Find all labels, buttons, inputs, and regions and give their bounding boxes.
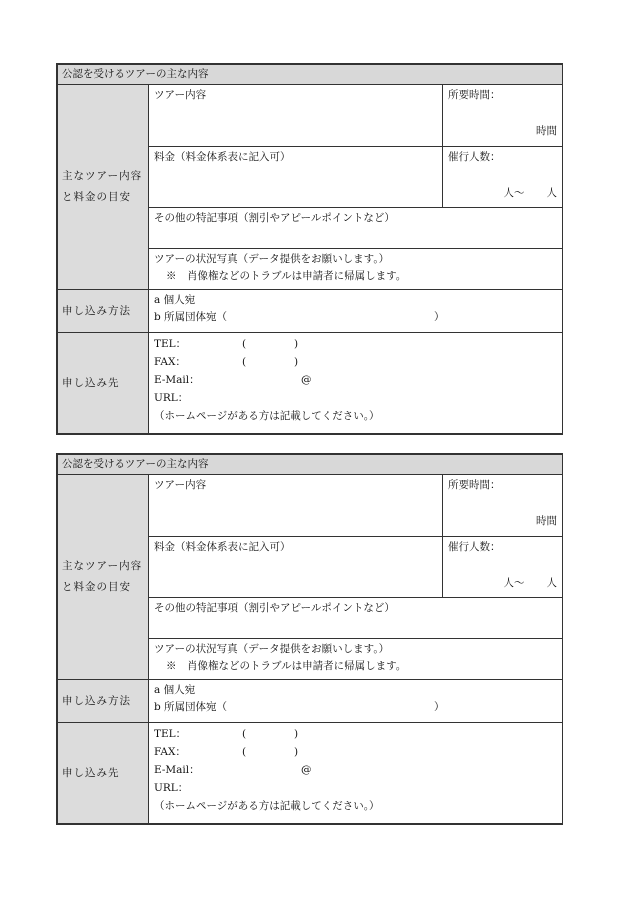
apply-to-label: 申し込み先 (58, 723, 149, 824)
apply-method-label: 申し込み方法 (58, 290, 149, 333)
photo-note: ※ 肖像権などのトラブルは申請者に帰属します。 (166, 270, 407, 282)
photo-field[interactable] (149, 639, 563, 680)
participants-unit-from: 人〜 (503, 577, 525, 589)
participants-unit-to: 人 (546, 577, 558, 589)
apply-option-b-label: b 所属団体宛（ (154, 311, 228, 323)
form-header: 公認を受けるツアーの主な内容 (58, 455, 563, 475)
tour-content-label: ツアー内容 (154, 89, 207, 101)
email-label: E-Mail： (154, 764, 200, 776)
duration-field[interactable] (443, 475, 563, 537)
fee-label: 料金（料金体系表に記入可） (154, 151, 291, 163)
apply-method-field (149, 290, 563, 333)
other-notes-label: その他の特記事項（割引やアピールポイントなど） (154, 602, 395, 614)
participants-field[interactable] (443, 537, 563, 598)
fee-label: 料金（料金体系表に記入可） (154, 541, 291, 553)
main-content-label: 主なツアー内容と料金の目安 (58, 85, 149, 290)
tour-content-field[interactable] (149, 85, 443, 147)
tel-paren-open: ( (242, 338, 247, 350)
apply-option-b[interactable] (154, 699, 557, 716)
fax-line[interactable] (154, 353, 557, 371)
tel-line[interactable] (154, 725, 557, 743)
url-label: URL： (154, 782, 189, 794)
fax-paren-open: ( (242, 356, 247, 368)
url-line[interactable] (154, 389, 557, 407)
tel-label: TEL： (154, 338, 187, 350)
apply-method-field (149, 680, 563, 723)
apply-option-b[interactable] (154, 309, 557, 326)
tour-form-2 (56, 453, 563, 825)
apply-option-b-label: b 所属団体宛（ (154, 701, 228, 713)
fax-paren-close: ) (294, 356, 299, 368)
duration-unit: 時間 (536, 125, 558, 137)
duration-unit: 時間 (536, 515, 558, 527)
email-line[interactable] (154, 761, 557, 779)
tel-paren-open: ( (242, 728, 247, 740)
tour-form-1 (56, 63, 563, 435)
participants-unit-from: 人〜 (503, 187, 525, 199)
url-note: （ホームページがある方は記載してください。） (154, 410, 380, 422)
fax-label: FAX： (154, 746, 186, 758)
other-notes-field[interactable] (149, 598, 563, 639)
url-note: （ホームページがある方は記載してください。） (154, 800, 380, 812)
photo-label: ツアーの状況写真（データ提供をお願いします。） (154, 643, 390, 655)
tour-form-table (57, 454, 563, 824)
fee-field[interactable] (149, 147, 443, 208)
participants-unit-to: 人 (546, 187, 558, 199)
apply-method-label: 申し込み方法 (58, 680, 149, 723)
tel-label: TEL： (154, 728, 187, 740)
email-at-mark: @ (301, 764, 312, 776)
tel-paren-close: ) (294, 338, 299, 350)
email-line[interactable] (154, 371, 557, 389)
tour-form-table (57, 64, 563, 434)
duration-label: 所要時間： (448, 89, 501, 101)
fee-field[interactable] (149, 537, 443, 598)
fax-line[interactable] (154, 743, 557, 761)
apply-option-b-close: ） (434, 311, 445, 323)
main-content-label: 主なツアー内容と料金の目安 (58, 475, 149, 680)
tel-paren-close: ) (294, 728, 299, 740)
email-at-mark: @ (301, 374, 312, 386)
apply-option-a[interactable]: a 個人宛 (154, 294, 196, 306)
apply-to-field (149, 723, 563, 824)
email-label: E-Mail： (154, 374, 200, 386)
apply-option-a[interactable]: a 個人宛 (154, 684, 196, 696)
tour-content-field[interactable] (149, 475, 443, 537)
apply-to-field (149, 333, 563, 434)
participants-label: 催行人数： (448, 151, 501, 163)
participants-label: 催行人数： (448, 541, 501, 553)
photo-label: ツアーの状況写真（データ提供をお願いします。） (154, 253, 390, 265)
form-header: 公認を受けるツアーの主な内容 (58, 65, 563, 85)
other-notes-field[interactable] (149, 208, 563, 249)
apply-option-b-close: ） (434, 701, 445, 713)
photo-field[interactable] (149, 249, 563, 290)
duration-label: 所要時間： (448, 479, 501, 491)
tour-content-label: ツアー内容 (154, 479, 207, 491)
photo-note: ※ 肖像権などのトラブルは申請者に帰属します。 (166, 660, 407, 672)
url-label: URL： (154, 392, 189, 404)
tel-line[interactable] (154, 335, 557, 353)
other-notes-label: その他の特記事項（割引やアピールポイントなど） (154, 212, 395, 224)
fax-label: FAX： (154, 356, 186, 368)
url-line[interactable] (154, 779, 557, 797)
duration-field[interactable] (443, 85, 563, 147)
apply-to-label: 申し込み先 (58, 333, 149, 434)
participants-field[interactable] (443, 147, 563, 208)
fax-paren-open: ( (242, 746, 247, 758)
fax-paren-close: ) (294, 746, 299, 758)
